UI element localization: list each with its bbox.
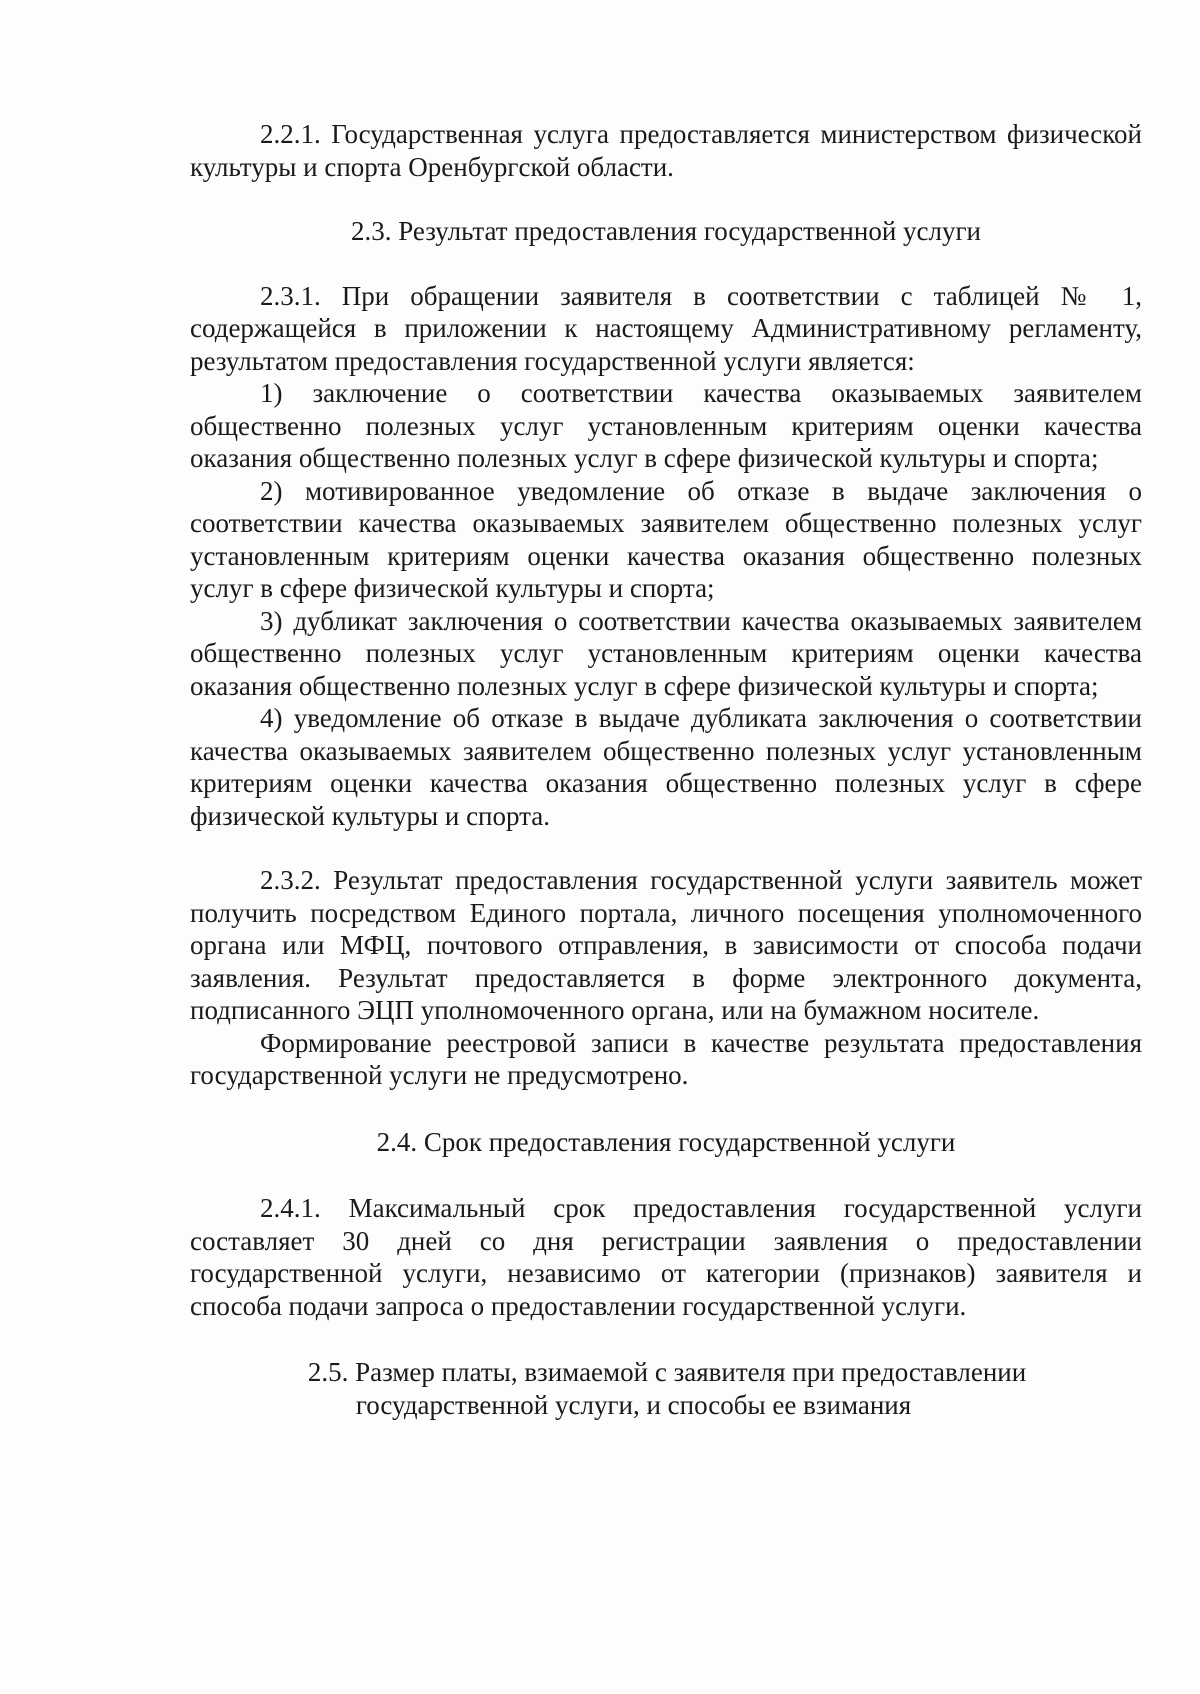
- list-item-1: 1) заключение о соответствии качества оказываемых заявителем общественно полезных услуг установленным критериям оценки качества оказания общественно полезных услуг в сфере физической культуры и спорта;: [190, 378, 1142, 473]
- spacer: [190, 1322, 1142, 1356]
- heading-2-5-line-2: государственной услуги, и способы ее взимания: [355, 1389, 912, 1420]
- heading-2-5: [190, 1356, 1142, 1421]
- spacer: [190, 1092, 1142, 1126]
- spacer: [190, 248, 1142, 280]
- paragraph-registry-record: Формирование реестровой записи в качестве результата предоставления государственной услуги не предусмотрено.: [190, 1027, 1142, 1090]
- spacer: [190, 832, 1142, 864]
- paragraph-2-4-1: 2.4.1. Максимальный срок предоставления государственной услуги составляет 30 дней со дня регистрации заявления о предоставлении государственной услуги, независимо от категории (признаков) заявителя и способа подачи запроса о предоставлении государственной услуги.: [190, 1193, 1142, 1321]
- heading-2-5-line-1: 2.5. Размер платы, взимаемой с заявителя при предоставлении: [307, 1357, 1027, 1387]
- heading-2-3: 2.3. Результат предоставления государственной услуги: [350, 216, 982, 246]
- list-item-2: 2) мотивированное уведомление об отказе в выдаче заключения о соответствии качества оказываемых заявителем общественно полезных услуг установленным критериям оценки качества оказания общественно полезных услуг в сфере физической культуры и спорта;: [190, 475, 1142, 603]
- list-item-3: 3) дубликат заключения о соответствии качества оказываемых заявителем общественно полезных услуг установленным критериям оценки качества оказания общественно полезных услуг в сфере физической культуры и спорта;: [190, 605, 1142, 701]
- paragraph-2-3-2: 2.3.2. Результат предоставления государственной услуги заявитель может получить посредством Единого портала, личного посещения уполномоченного органа или МФЦ, почтового отправления, в зависимости от способа подачи заявления. Результат предоставляется в форме электронного документа, подписанного ЭЦП уполномоченного органа, или на бумажном носителе.: [190, 865, 1142, 1025]
- heading-2-4: 2.4. Срок предоставления государственной услуги: [376, 1126, 956, 1157]
- paragraph-2-3-1: 2.3.1. При обращении заявителя в соответствии с таблицей № 1, содержащейся в приложении к настоящему Административному регламенту, результатом предоставления государственной услуги является:: [190, 280, 1142, 376]
- spacer: [190, 1158, 1142, 1192]
- list-item-4: 4) уведомление об отказе в выдаче дубликата заключения о соответствии качества оказываемых заявителем общественно полезных услуг установленным критериям оценки качества оказания общественно полезных услуг в сфере физической культуры и спорта.: [190, 703, 1142, 831]
- spacer: [190, 183, 1142, 215]
- document-body: [190, 118, 1142, 1421]
- paragraph-2-2-1: 2.2.1. Государственная услуга предоставляется министерством физической культуры и спорта Оренбургской области.: [190, 119, 1142, 182]
